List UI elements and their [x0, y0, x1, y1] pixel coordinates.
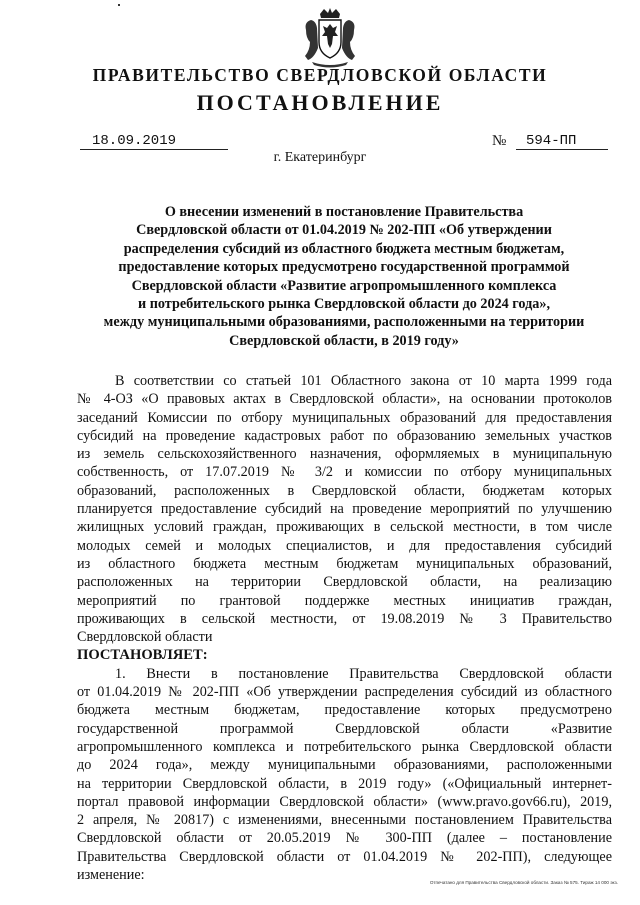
text-line: до 2024 года», между муниципальными образованиями, расположенными: [77, 757, 612, 774]
text-line: государственной программой Свердловской области «Развитие: [77, 720, 612, 737]
government-name: ПРАВИТЕЛЬСТВО СВЕРДЛОВСКОЙ ОБЛАСТИ: [92, 65, 548, 85]
text-line: от 01.04.2019 № 202-ПП «Об утверждении распределения субсидий из областного: [77, 684, 612, 701]
title-line: распределения субсидий из областного бюджета местным бюджетам,: [123, 240, 565, 257]
preamble-paragraph: [77, 372, 612, 646]
document-number: 594-ПП: [516, 133, 608, 150]
scan-speck: [118, 4, 120, 6]
sverdlovsk-coat-of-arms-icon: [302, 8, 358, 68]
text-line: молодых семей и молодых специалистов, и для предоставления субсидий: [77, 537, 612, 554]
text-line: планируется предоставление субсидий на проведение мероприятий по улучшению: [77, 501, 612, 518]
title-line: Свердловской области от 01.04.2019 № 202-ПП «Об утверждении: [136, 222, 552, 239]
text-line: 1. Внести в постановление Правительства Свердловской области: [115, 665, 612, 682]
title-line: Свердловской области «Развитие агропромышленного комплекса: [131, 277, 557, 294]
text-line: изменение:: [77, 867, 145, 884]
item-1-paragraph: [77, 665, 612, 885]
resolves-heading: ПОСТАНОВЛЯЕТ:: [77, 647, 208, 664]
title-line: О внесении изменений в постановление Правительства: [164, 204, 524, 220]
text-line: жилищных условий граждан, проживающих в сельской местности, в том числе: [77, 519, 612, 536]
text-line: субсидий на проведение кадастровых работ по образованию земельных участков: [77, 427, 612, 444]
title-line: предоставление которых предусмотрено государственной программой: [118, 259, 570, 276]
number-sign: №: [492, 133, 507, 149]
document-body: [77, 372, 612, 884]
text-line: Свердловской области от 20.05.2019 № 300-ПП (далее – постановление: [77, 830, 612, 847]
document-title: [80, 203, 608, 350]
text-line: заседаний Комиссии по отбору муниципальных образований для предоставления: [77, 409, 612, 426]
text-line: из областного бюджета местным бюджетам муниципальных образований,: [77, 555, 612, 572]
text-line: 2 апреля, № 20817) с изменениями, внесенными постановлением Правительства: [77, 812, 612, 829]
text-line: проживающих в сельской местности, от 19.08.2019 № 3 Правительство: [77, 610, 612, 627]
text-line: № 4-ОЗ «О правовых актах в Свердловской области», на основании протоколов: [77, 391, 612, 408]
text-line: на территории Свердловской области, в 2019 году» («Официальный интернет-: [77, 775, 612, 792]
text-line: расположенных на территории Свердловской области, на реализацию: [77, 574, 612, 591]
document-type: ПОСТАНОВЛЕНИЕ: [196, 90, 444, 115]
text-line: Правительства Свердловской области от 01.04.2019 № 202-ПП), следующее: [77, 848, 612, 865]
print-footer: Отпечатано для Правительства Свердловской области. Заказ № 575. Тираж 14 000 экз.: [429, 880, 618, 885]
text-line: образований, расположенных в Свердловской области, бюджетам которых: [77, 482, 612, 499]
text-line: Свердловской области: [77, 629, 213, 646]
text-line: бюджета местным бюджетам, предоставление которых предусмотрено: [77, 702, 612, 719]
document-date: 18.09.2019: [80, 133, 228, 150]
text-line: собственность, от 17.07.2019 № 3/2 и комиссии по отбору муниципальных: [77, 464, 612, 481]
title-line: и потребительского рынка Свердловской области до 2024 года»,: [138, 296, 550, 313]
text-line: В соответствии со статьей 101 Областного закона от 10 марта 1999 года: [115, 373, 612, 389]
city-name: г. Екатеринбург: [273, 150, 367, 165]
text-line: агропромышленного комплекса и потребительского рынка Свердловской области: [77, 738, 612, 755]
title-line: между муниципальными образованиями, расположенными на территории: [103, 314, 585, 331]
text-line: портал правовой информации Свердловской области» (www.pravo.gov66.ru), 2019,: [77, 793, 612, 810]
text-line: мероприятий по грантовой поддержке местных инициатив граждан,: [77, 592, 612, 609]
text-line: из земель сельскохозяйственного назначения, оформляемых в муниципальную: [77, 446, 612, 463]
title-line: Свердловской области, в 2019 году»: [229, 332, 459, 349]
